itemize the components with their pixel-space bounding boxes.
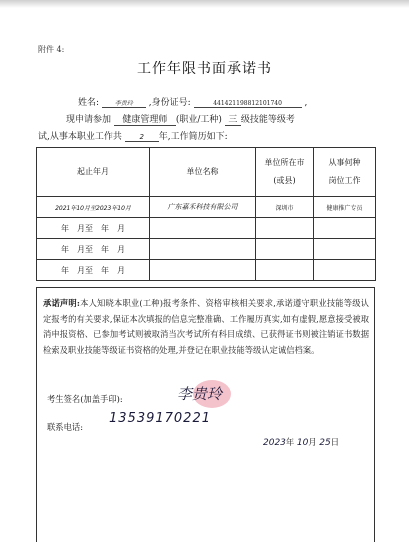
declaration-body: 本人知晓本职业(工种)报考条件、资格审核相关要求,承诺遵守职业技能等级认定报考的有关要求,保证本次填报的信息完整准确、工作履历真实,如有虚假,愿意接受被取消申报资格、已参加考试则被取消当次考试所有科目成绩、已获得证书则被注销证书数据检索及职业技能等级证书资格的处理,并登记在职业技能等级认定诚信档案。: [43, 298, 369, 355]
row4-position: [314, 260, 376, 281]
row4-company: [150, 260, 256, 281]
header-city: [256, 148, 314, 197]
date-month: 10: [296, 438, 309, 448]
level-field: 三: [225, 112, 241, 126]
row3-position: [314, 239, 376, 260]
years-suffix: 年,工作简历如下:: [158, 132, 228, 142]
table-row: [37, 239, 376, 260]
document-title: 工作年限书面承诺书: [137, 61, 272, 77]
header-company: 单位名称: [150, 148, 256, 197]
occupation-suffix: (职业/工种): [175, 115, 222, 125]
row1-city: 深圳市: [256, 197, 314, 218]
intro-line-1: [78, 95, 307, 108]
level-suffix: 级技能等级考: [240, 115, 295, 125]
apply-prefix: 现申请参加: [66, 115, 112, 125]
name-label: 姓名:: [78, 98, 100, 108]
declaration-label: 承诺声明:: [43, 298, 80, 308]
row2-period: 年 月至 年 月: [37, 218, 150, 239]
work-history-table: [36, 147, 376, 281]
header-city-line1: 单位所在市: [264, 158, 305, 167]
date-day-unit: 日: [330, 437, 340, 447]
header-position-line1: 从事何种: [328, 158, 361, 167]
years-field: 2: [125, 133, 159, 142]
row1-company: 广东嘉禾科技有限公司: [150, 197, 256, 218]
header-position-line2: 岗位工作: [328, 176, 361, 185]
name-field: 李贵玲: [102, 98, 146, 108]
header-period: 起止年月: [37, 148, 150, 197]
intro-line-3: [38, 129, 228, 142]
phone-label: 联系电话:: [47, 422, 83, 432]
date-year: 2023: [263, 438, 286, 448]
table-row: [37, 197, 376, 218]
declaration-text-block: [43, 296, 369, 358]
table-row: [37, 218, 376, 239]
declaration-box: [36, 287, 375, 542]
table-row: [37, 260, 376, 281]
row3-period: 年 月至 年 月: [37, 239, 150, 260]
row2-city: [256, 218, 314, 239]
row3-city: [256, 239, 314, 260]
attachment-label: 附件 4:: [38, 45, 65, 54]
date-line: [263, 436, 339, 448]
scan-edge: [0, 0, 409, 8]
signature-handwriting: 李贵玲: [177, 385, 223, 403]
date-month-unit: 月: [308, 437, 317, 447]
intro-line-2: [66, 112, 295, 126]
header-position: [314, 148, 376, 197]
signature-label: 考生签名(加盖手印):: [47, 394, 123, 404]
row2-company: [150, 218, 256, 239]
phone-handwriting: 13539170221: [109, 411, 211, 426]
date-year-unit: 年: [285, 437, 295, 447]
occupation-field: 健康管理师: [114, 112, 176, 126]
row4-city: [256, 260, 314, 281]
row4-period: 年 月至 年 月: [37, 260, 150, 281]
row2-position: [314, 218, 376, 239]
row1-period: 2021年10月至2023年10月: [37, 197, 150, 218]
date-day: 25: [319, 438, 331, 448]
table-header-row: [37, 148, 376, 197]
row1-position: 健康推广专员: [314, 197, 376, 218]
years-prefix: 试,从事本职业工作共: [38, 132, 122, 142]
header-city-line2: (或县): [273, 176, 296, 185]
comma: ,: [304, 98, 308, 108]
row3-company: [150, 239, 256, 260]
id-number-field: 441421198812101740: [194, 100, 302, 108]
id-label: ,身份证号:: [148, 98, 191, 108]
